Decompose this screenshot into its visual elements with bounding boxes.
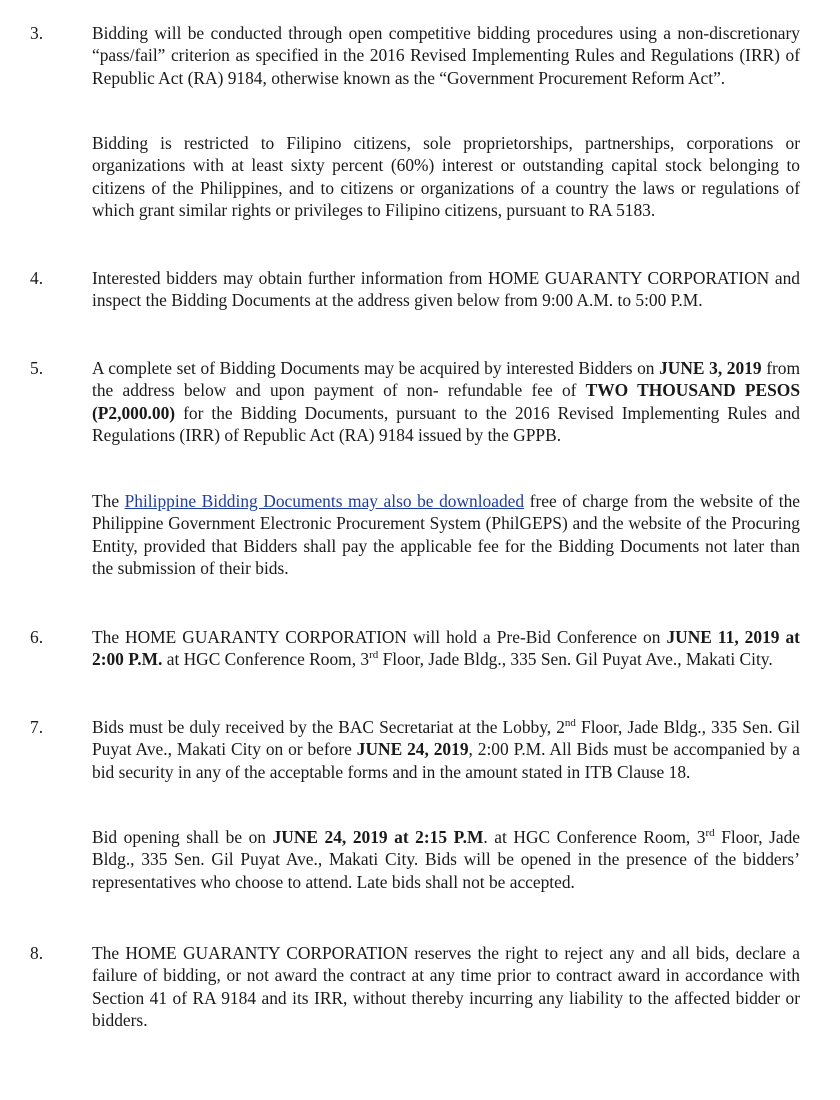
document-fee: TWO THOUSAND PESOS (P2,000.00) [92, 380, 800, 423]
clause-number: 5. [30, 358, 44, 378]
bidding-documents-download-link[interactable]: Philippine Bidding Documents may also be downloaded [124, 491, 525, 511]
clause-paragraph: Interested bidders may obtain further information from HOME GUARANTY CORPORATION and inspect the Bidding Documents at the address given below from 9:00 A.M. to 5:00 P.M. [92, 268, 800, 311]
acquisition-date: JUNE 3, 2019 [659, 358, 762, 378]
clause-paragraph: Bidding will be conducted through open competitive bidding procedures using a non-discretionary “pass/fail” criterion as specified in the 2016 Revised Implementing Rules and Regulations (IRR) of Republic Act (RA) 9184, otherwise known as the “Government Procurement Reform Act”. [92, 23, 800, 88]
clause-number: 4. [30, 268, 44, 288]
clause-number: 6. [30, 627, 44, 647]
bid-opening-date: JUNE 24, 2019 at 2:15 P.M [272, 827, 484, 847]
clause-paragraph: Bidding is restricted to Filipino citizens, sole proprietorships, partnerships, corporations or organizations with at least sixty percent (60%) interest or outstanding capital stock belonging to citizens of the Philippines, and to citizens or organizations of a country the laws or regulations of which grant similar rights or privileges to Filipino citizens, pursuant to RA 5183. [92, 133, 800, 220]
clause-paragraph: The HOME GUARANTY CORPORATION will hold a Pre-Bid Conference on JUNE 11, 2019 at 2:00 P.M. at HGC Conference Room, 3rd Floor, Jade Bldg., 335 Sen. Gil Puyat Ave., Makati City. [92, 627, 800, 670]
bid-deadline-date: JUNE 24, 2019 [356, 739, 469, 760]
clause-paragraph: The HOME GUARANTY CORPORATION reserves the right to reject any and all bids, declare a failure of bidding, or not award the contract at any time prior to contract award in accordance with Section 41 of RA 9184 and its IRR, without thereby incurring any liability to the affected bidder or bidders. [92, 943, 800, 1030]
clause-paragraph: Bid opening shall be on JUNE 24, 2019 at 2:15 P.M. at HGC Conference Room, 3rd Floor, Jade Bldg., 335 Sen. Gil Puyat Ave., Makati City. Bids will be opened in the presence of the bidders’ representatives who choose to attend. Late bids shall not be accepted. [92, 827, 800, 892]
clause-paragraph: A complete set of Bidding Documents may be acquired by interested Bidders on JUNE 3, 2019 from the address below and upon payment of non- refundable fee of TWO THOUSAND PESOS (P2,000.00) for the Bidding Documents, pursuant to the 2016 Revised Implementing Rules and Regulations (IRR) of Republic Act (RA) 9184 issued by the GPPB. [92, 358, 800, 445]
clause-number: 7. [30, 717, 44, 737]
clause-number: 8. [30, 943, 44, 963]
clause-paragraph: Bids must be duly received by the BAC Secretariat at the Lobby, 2nd Floor, Jade Bldg., 335 Sen. Gil Puyat Ave., Makati City on or before JUNE 24, 2019, 2:00 P.M. All Bids must be accompanied by a bid security in any of the acceptable forms and in the amount stated in ITB Clause 18. [92, 717, 800, 782]
clause-number: 3. [30, 23, 44, 43]
clause-paragraph: The Philippine Bidding Documents may also be downloaded free of charge from the website of the Philippine Government Electronic Procurement System (PhilGEPS) and the website of the Procuring Entity, provided that Bidders shall pay the applicable fee for the Bidding Documents not later than the submission of their bids. [92, 491, 801, 578]
pre-bid-conference-date: JUNE 11, 2019 at 2:00 P.M. [92, 627, 800, 670]
